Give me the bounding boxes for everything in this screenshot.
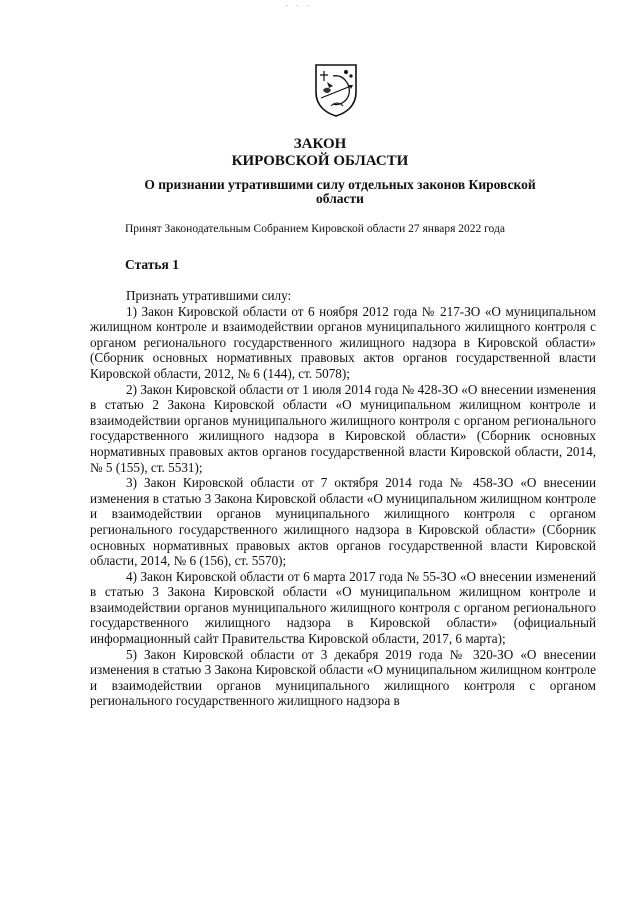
article-intro: Признать утратившими силу: [126, 288, 292, 303]
document-title: ЗАКОН [293, 136, 347, 152]
scan-mark: · · · [286, 2, 312, 10]
list-item: 1) Закон Кировской области от 6 ноября 2012 года № 217-ЗО «О муниципальном жилищном контроле и взаимодействии органов муниципального жилищного контроля с органом регионального государственного жилищного надзора в Кировской области» (Сборник основных нормативных правовых актов органов государственной власти Кировской области, 2012, № 6 (144), ст. 5078); [90, 303, 596, 381]
document-title-region: КИРОВСКОЙ ОБЛАСТИ [231, 153, 409, 169]
list-item: 2) Закон Кировской области от 1 июля 2014 года № 428-ЗО «О внесении изменения в статью 2 Закона Кировской области «О муниципальном жилищном контроле и взаимодействии органов муниципального жилищного контроля с органом регионального государственного жилищного надзора в Кировской области» (Сборник основных нормативных правовых актов органов государственной власти Кировской области, 2014, № 5 (155), ст. 5531); [90, 381, 596, 475]
list-item: 5) Закон Кировской области от 3 декабря 2019 года № 320-ЗО «О внесении изменения в статью 3 Закона Кировской области «О муниципальном жилищном контроле и взаимодействии органов муниципального жилищного контроля с органом регионального государственного жилищного надзора в [90, 646, 596, 709]
coat-of-arms-icon [313, 62, 359, 118]
list-item: 3) Закон Кировской области от 7 октября 2014 года № 458-ЗО «О внесении изменения в статью 3 Закона Кировской области «О муниципальном жилищном контроле и взаимодействии органов муниципального жилищного контроля с органом регионального государственного жилищного надзора в Кировской области» (Сборник основных нормативных правовых актов органов государственной власти Кировской области, 2014, № 6 (156), ст. 5570); [90, 475, 596, 569]
article-heading: Статья 1 [125, 257, 179, 272]
document-subtitle: О признании утратившими силу отдельных законов Кировской области [144, 177, 536, 206]
adoption-note: Принят Законодательным Собранием Кировской области 27 января 2022 года [125, 223, 505, 235]
list-item: 4) Закон Кировской области от 6 марта 2017 года № 55-ЗО «О внесении изменений в статью 3 Закона Кировской области «О муниципальном жилищном контроле и взаимодействии органов муниципального жилищного контроля с органом регионального государственного жилищного надзора в Кировской области» (официальный информационный сайт Правительства Кировской области, 2017, 6 марта); [90, 568, 596, 647]
article-body [90, 288, 596, 709]
